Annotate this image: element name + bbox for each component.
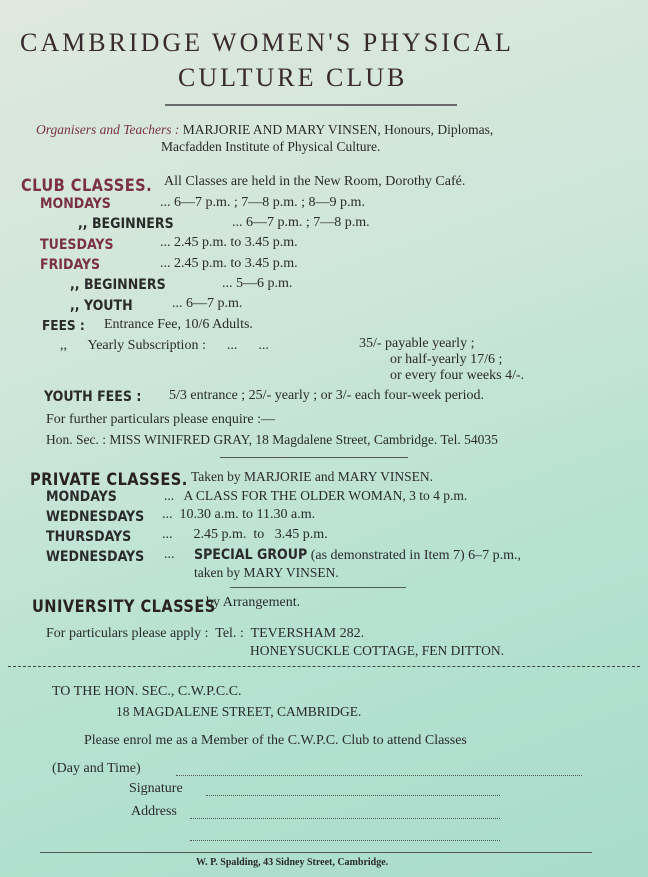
- private-classes-heading: PRIVATE CLASSES.: [30, 470, 188, 490]
- private-row-day: THURSDAYS: [46, 529, 132, 545]
- organisers-text-2: Macfadden Institute of Physical Culture.: [161, 139, 381, 154]
- title-line-2: CULTURE CLUB: [178, 63, 408, 92]
- special-group-line-2: taken by MARY VINSEN.: [194, 565, 339, 580]
- club-classes-intro: All Classes are held in the New Room, Dorothy Café.: [164, 174, 466, 189]
- university-by-arrangement: by Arrangement.: [206, 595, 301, 610]
- fees-yearly-label: ,, Yearly Subscription : ... ...: [60, 338, 269, 353]
- club-row-times: ... 2.45 p.m. to 3.45 p.m.: [160, 235, 298, 250]
- fees-yearly-2: or half-yearly 17/6 ;: [390, 352, 503, 367]
- club-row-times: ... 6—7 p.m.: [172, 296, 243, 311]
- fees-label: FEES :: [42, 318, 85, 334]
- section-divider: [230, 587, 406, 588]
- private-row-day: WEDNESDAYS: [46, 549, 145, 565]
- address-field[interactable]: [190, 818, 500, 819]
- private-row-day: MONDAYS: [46, 489, 117, 505]
- footer-divider: [40, 852, 592, 853]
- private-row-ellipsis: ...: [164, 547, 175, 562]
- title-line-1: CAMBRIDGE WOMEN'S PHYSICAL: [20, 28, 514, 57]
- club-row-times: ... 2.45 p.m. to 3.45 p.m.: [160, 256, 298, 271]
- private-row-text: ... 2.45 p.m. to 3.45 p.m.: [162, 527, 328, 542]
- organisers-text: MARJORIE AND MARY VINSEN, Honours, Diplomas,: [182, 122, 494, 137]
- organisers-label: Organisers and Teachers :: [36, 122, 180, 137]
- fees-yearly-3: or every four weeks 4/-.: [390, 368, 525, 383]
- fees-entrance: Entrance Fee, 10/6 Adults.: [104, 317, 253, 332]
- university-classes-heading: UNIVERSITY CLASSES: [32, 597, 216, 617]
- address-field-line-2[interactable]: [190, 840, 500, 841]
- youth-fees-label: YOUTH FEES :: [44, 389, 142, 405]
- form-to-line: TO THE HON. SEC., C.W.P.C.C.: [52, 684, 242, 699]
- club-row-day: FRIDAYS: [40, 257, 101, 273]
- club-row-times: ... 6—7 p.m. ; 7—8 p.m.: [232, 215, 370, 230]
- club-row-times: ... 5—6 p.m.: [222, 276, 293, 291]
- club-row-day: TUESDAYS: [40, 237, 114, 253]
- address-label: Address: [131, 804, 177, 819]
- printer-imprint: W. P. Spalding, 43 Sidney Street, Cambridge.: [196, 857, 389, 868]
- private-taken-by: Taken by MARJORIE and MARY VINSEN.: [191, 469, 434, 484]
- club-row-day: ,, BEGINNERS: [78, 216, 174, 232]
- section-divider: [220, 457, 408, 458]
- youth-fees-text: 5/3 entrance ; 25/- yearly ; or 3/- each four-week period.: [169, 388, 484, 403]
- private-row-day: WEDNESDAYS: [46, 509, 145, 525]
- club-row-day: MONDAYS: [40, 196, 111, 212]
- title-divider: [165, 104, 457, 106]
- club-row-day: ,, YOUTH: [70, 298, 133, 314]
- signature-label: Signature: [129, 781, 183, 796]
- private-row-text: ... 10.30 a.m. to 11.30 a.m.: [162, 507, 316, 522]
- special-group-label: SPECIAL GROUP: [194, 547, 308, 563]
- special-group-text: (as demonstrated in Item 7) 6–7 p.m.,: [310, 548, 522, 563]
- enquire-line: For further particulars please enquire :—: [46, 412, 275, 427]
- form-enrol-line: Please enrol me as a Member of the C.W.P.C. Club to attend Classes: [84, 733, 467, 748]
- club-row-day: ,, BEGINNERS: [70, 277, 166, 293]
- university-apply: For particulars please apply : Tel. : TEVERSHAM 282.: [46, 626, 365, 641]
- fees-yearly-1: 35/- payable yearly ;: [359, 336, 475, 351]
- club-classes-heading: CLUB CLASSES.: [21, 176, 153, 196]
- tear-off-line: [8, 666, 640, 667]
- private-row-text: ... A CLASS FOR THE OLDER WOMAN, 3 to 4 p.m.: [164, 488, 468, 503]
- form-street-line: 18 MAGDALENE STREET, CAMBRIDGE.: [116, 704, 362, 719]
- special-group-line: [194, 547, 521, 564]
- organisers-line: [36, 122, 493, 138]
- day-time-label: (Day and Time): [52, 761, 141, 776]
- university-address: HONEYSUCKLE COTTAGE, FEN DITTON.: [250, 643, 505, 658]
- hon-sec-line: Hon. Sec. : MISS WINIFRED GRAY, 18 Magdalene Street, Cambridge. Tel. 54035: [46, 432, 498, 447]
- club-row-times: ... 6—7 p.m. ; 7—8 p.m. ; 8—9 p.m.: [160, 195, 365, 210]
- signature-field[interactable]: [206, 795, 500, 796]
- day-time-field[interactable]: [176, 775, 582, 776]
